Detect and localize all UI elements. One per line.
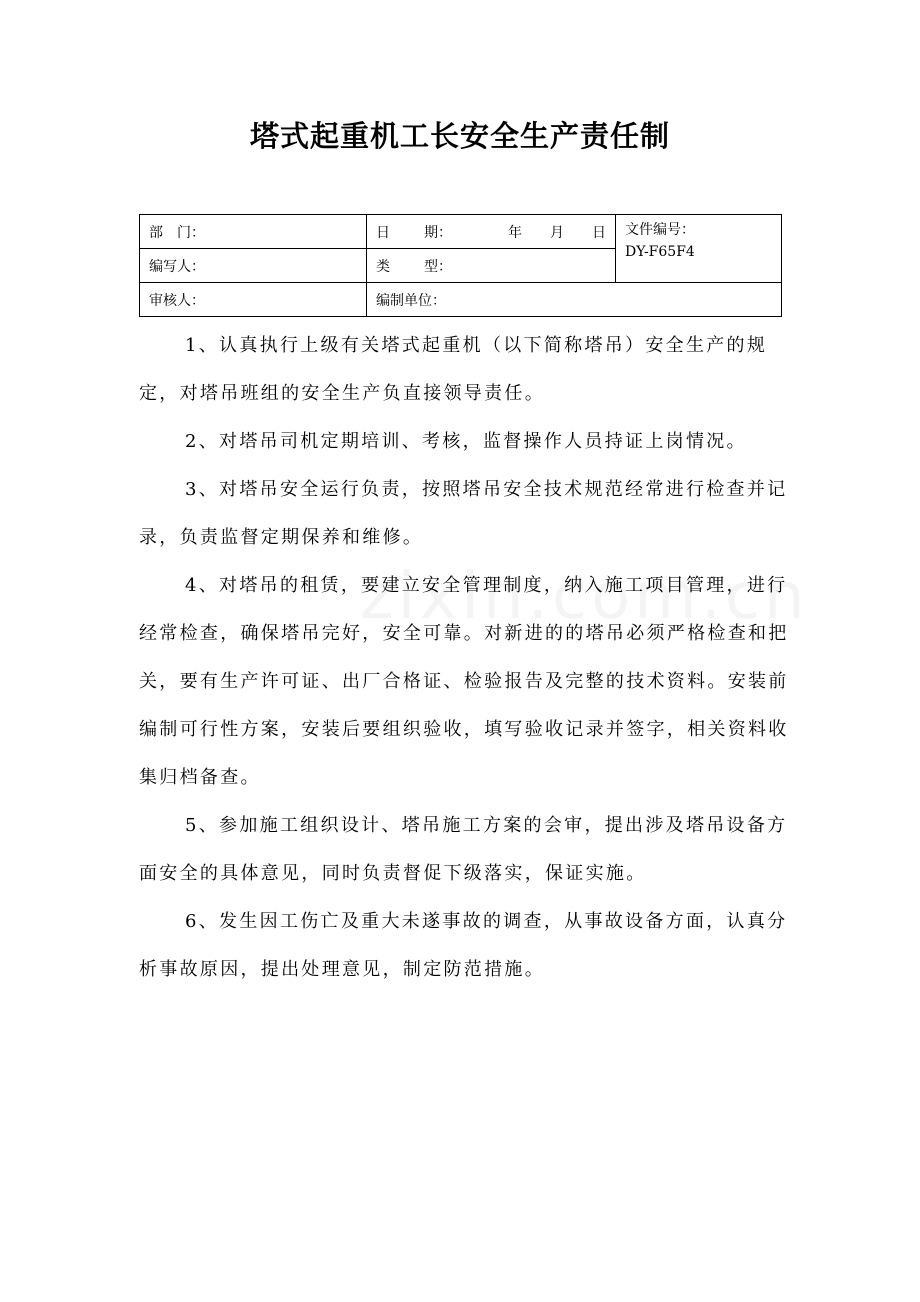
file-no-cell	[616, 215, 782, 283]
clause-1: 1、认真执行上级有关塔式起重机（以下简称塔吊）安全生产的规定，对塔吊班组的安全生产负直接领导责任。	[139, 335, 768, 404]
document-title: 塔式起重机工长安全生产责任制	[249, 119, 670, 153]
clause-3: 3、对塔吊安全运行负责，按照塔吊安全技术规范经常进行检查并记录，负责监督定期保养和维修。	[139, 479, 788, 548]
date-month: 月	[550, 224, 565, 241]
file-no-value: DY-F65F4	[625, 244, 695, 260]
info-row-1	[140, 215, 782, 249]
clause-5: 5、参加施工组织设计、塔吊施工方案的会审，提出涉及塔吊设备方面安全的具体意见，同时负责督促下级落实，保证实施。	[139, 815, 788, 884]
date-day: 日	[592, 224, 607, 241]
clause-4: 4、对塔吊的租赁，要建立安全管理制度，纳入施工项目管理，进行经常检查，确保塔吊完好，安全可靠。对新进的的塔吊必须严格检查和把关，要有生产许可证、出厂合格证、检验报告及完整的技术资料。安装前编制可行性方案，安装后要组织验收，填写验收记录并签字，相关资料收集归档备查。	[139, 575, 789, 788]
clause-2: 2、对塔吊司机定期培训、考核，监督操作人员持证上岗情况。	[185, 431, 747, 452]
info-row-3	[140, 283, 782, 317]
date-label-b: 期：	[424, 224, 453, 241]
date-label-a: 日	[376, 224, 391, 241]
author-label: 编写人：	[149, 258, 205, 275]
date-year: 年	[508, 224, 523, 241]
date-cell	[367, 215, 616, 249]
unit-label: 编制单位：	[376, 292, 447, 309]
type-label-b: 型：	[424, 258, 453, 275]
reviewer-label: 审核人：	[149, 292, 205, 309]
clause-6: 6、发生因工伤亡及重大未遂事故的调查，从事故设备方面，认真分析事故原因，提出处理意见，制定防范措施。	[139, 911, 788, 980]
type-label-a: 类	[376, 258, 391, 275]
unit-cell	[367, 283, 782, 317]
type-cell	[367, 249, 616, 283]
dept-label: 部 门：	[149, 224, 205, 241]
reviewer-cell	[140, 283, 367, 317]
author-cell	[140, 249, 367, 283]
dept-cell	[140, 215, 367, 249]
file-no-label: 文件编号：	[625, 222, 696, 238]
info-table	[139, 214, 782, 317]
clause-list	[139, 322, 791, 994]
